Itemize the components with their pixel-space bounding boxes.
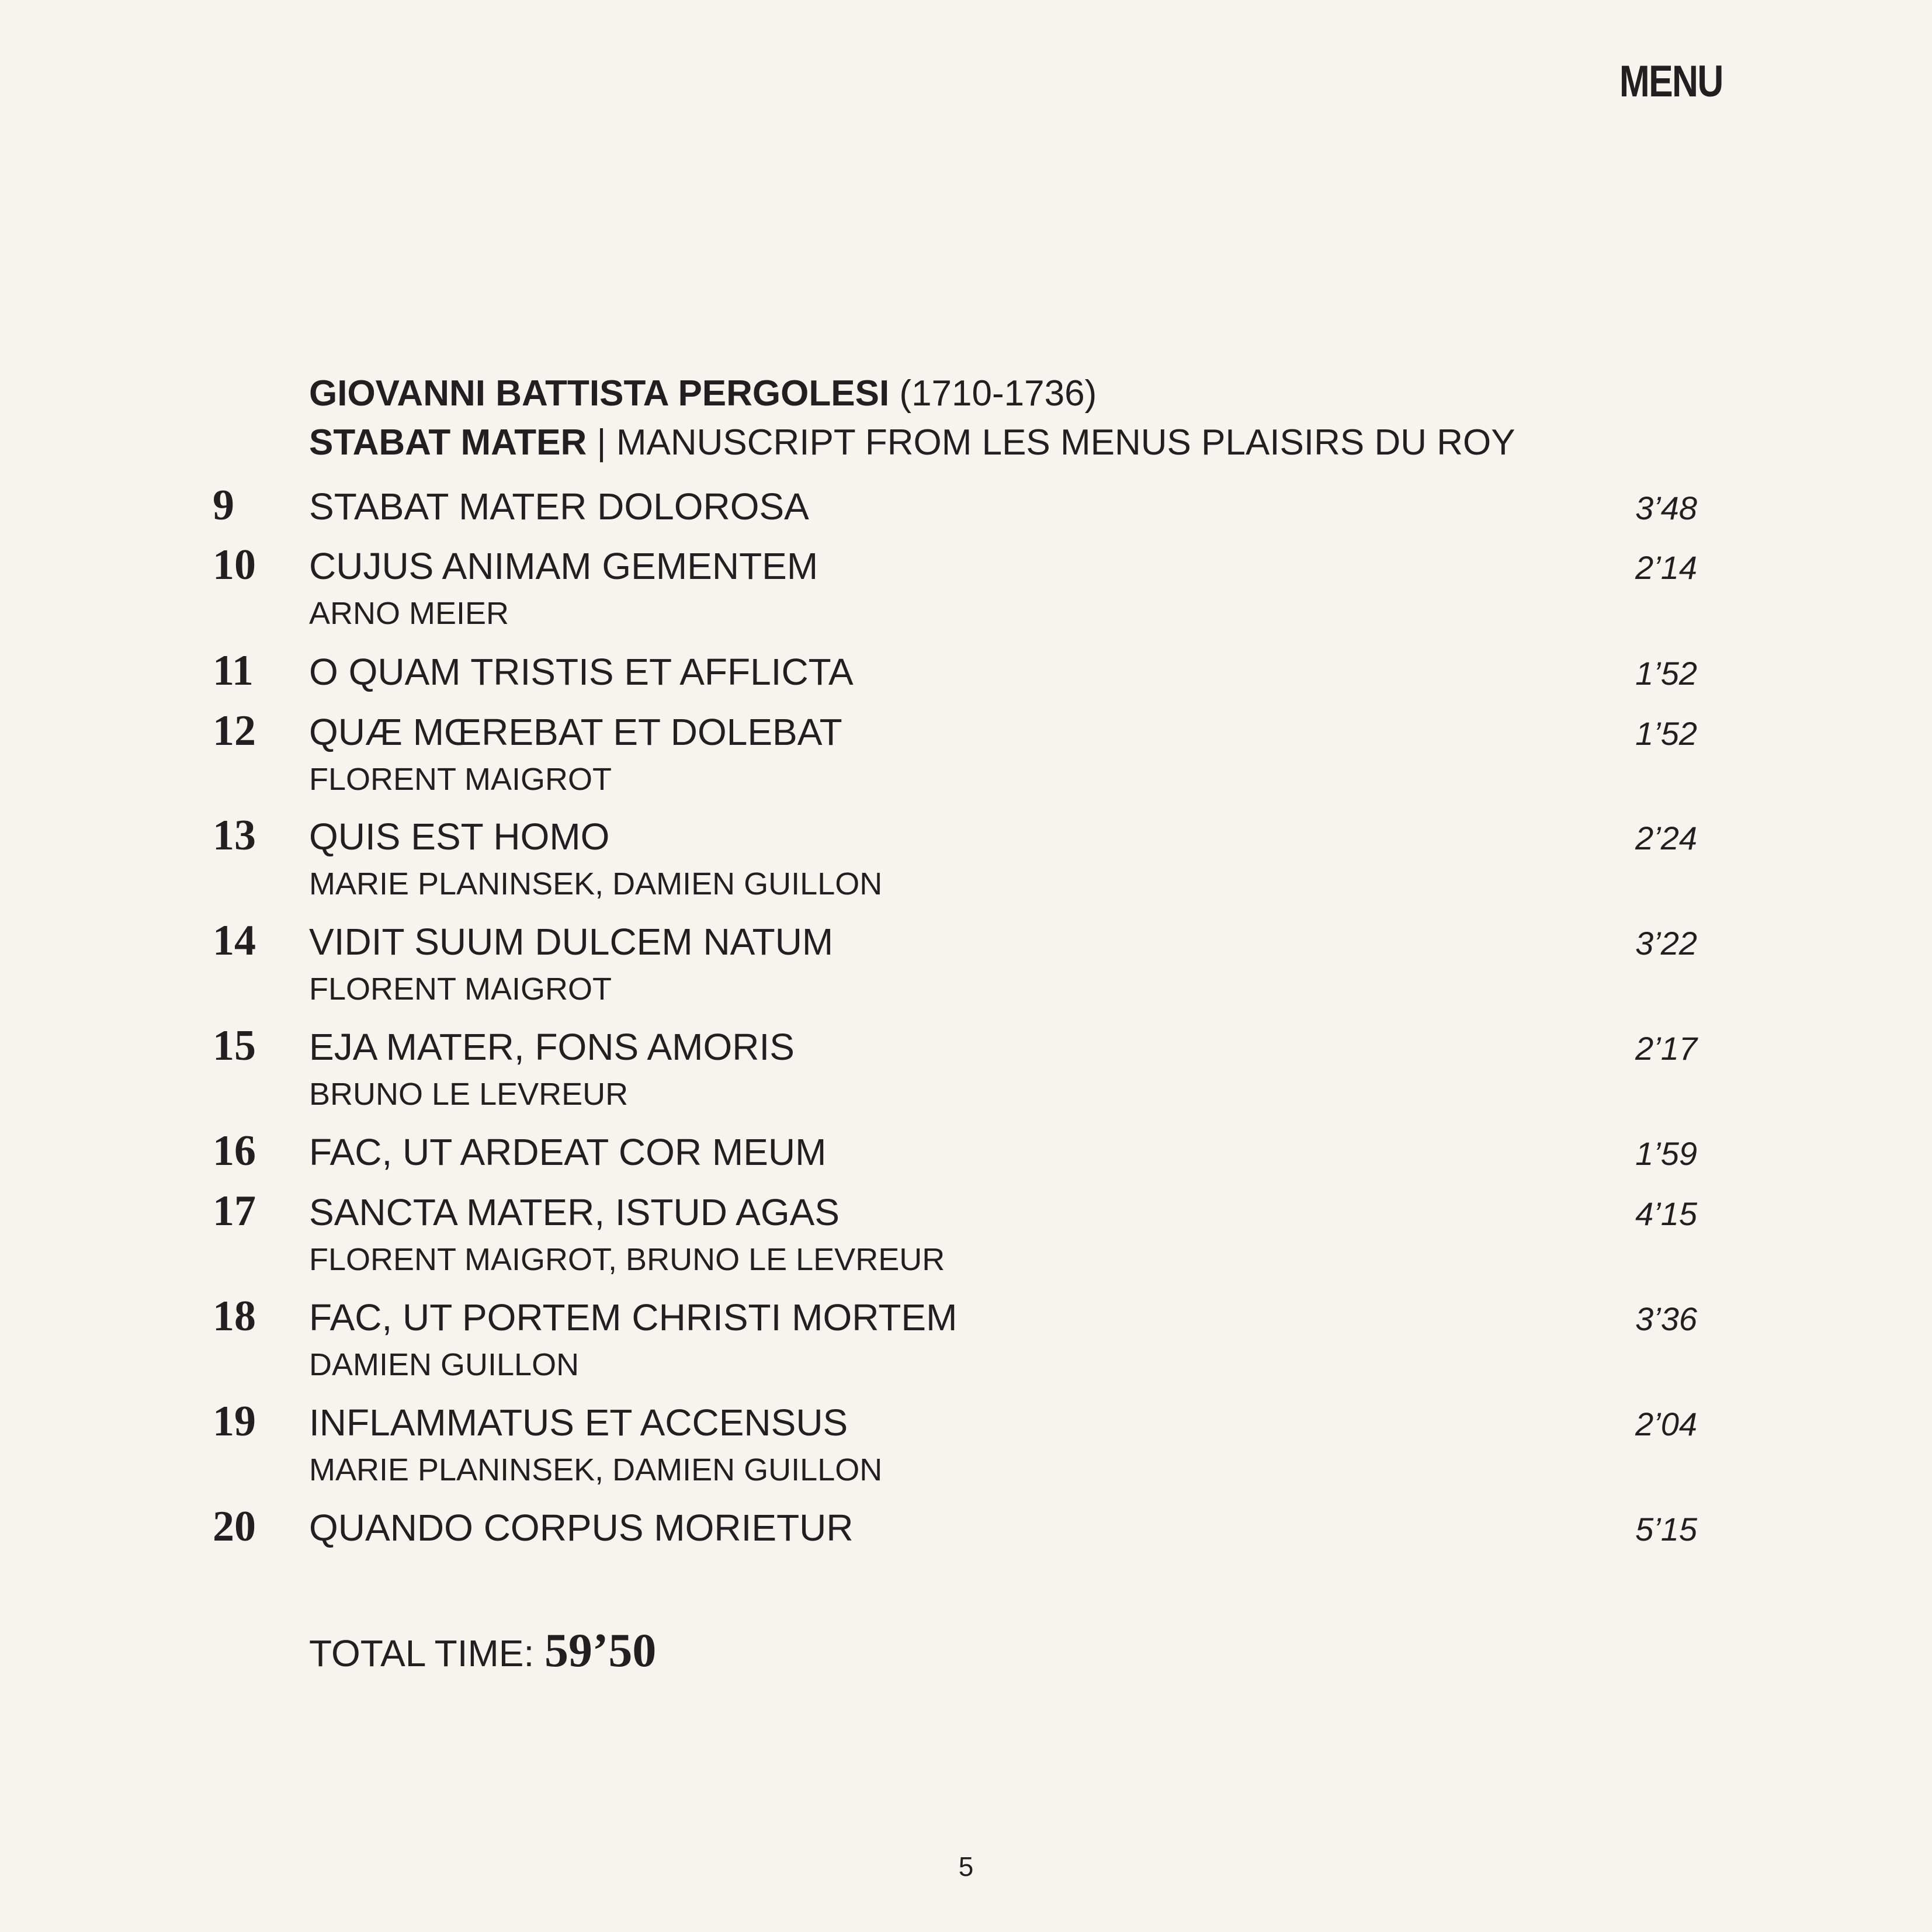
track-title: O QUAM TRISTIS ET AFFLICTA — [309, 651, 854, 693]
track-duration: 2’17 — [1635, 1030, 1697, 1067]
total-time-label: TOTAL TIME: — [309, 1632, 535, 1674]
page-number: 5 — [958, 1851, 974, 1882]
track-duration: 1’52 — [1635, 655, 1697, 692]
track-number: 17 — [213, 1187, 256, 1235]
track-number: 11 — [213, 647, 254, 695]
track-performer: FLORENT MAIGROT, BRUNO LE LEVREUR — [309, 1242, 945, 1277]
track-title: QUANDO CORPUS MORIETUR — [309, 1507, 854, 1549]
track-title: QUIS EST HOMO — [309, 816, 610, 858]
track-performer: FLORENT MAIGROT — [309, 972, 612, 1007]
track-number: 15 — [213, 1022, 256, 1070]
track-duration: 1’59 — [1635, 1135, 1697, 1172]
track-duration: 2’24 — [1635, 820, 1697, 856]
track-duration: 5’15 — [1635, 1511, 1697, 1548]
track-title: STABAT MATER DOLOROSA — [309, 485, 809, 528]
composer-dates: (1710-1736) — [899, 373, 1097, 414]
track-number: 19 — [213, 1397, 256, 1445]
title-separator: | — [596, 422, 606, 463]
track-number: 14 — [213, 917, 256, 965]
track-performer: DAMIEN GUILLON — [309, 1347, 580, 1382]
track-duration: 2’04 — [1635, 1406, 1697, 1442]
track-performer: MARIE PLANINSEK, DAMIEN GUILLON — [309, 866, 883, 901]
track-title: CUJUS ANIMAM GEMENTEM — [309, 545, 818, 587]
track-title: FAC, UT ARDEAT COR MEUM — [309, 1131, 827, 1173]
track-number: 10 — [213, 541, 256, 589]
work-title: STABAT MATER — [309, 422, 587, 463]
track-duration: 3’22 — [1635, 925, 1697, 962]
track-title: VIDIT SUUM DULCEM NATUM — [309, 921, 834, 963]
track-title: EJA MATER, FONS AMORIS — [309, 1026, 795, 1068]
track-duration: 2’14 — [1635, 549, 1697, 586]
track-number: 12 — [213, 707, 256, 755]
track-performer: MARIE PLANINSEK, DAMIEN GUILLON — [309, 1452, 883, 1487]
track-number: 18 — [213, 1292, 256, 1340]
track-title: INFLAMMATUS ET ACCENSUS — [309, 1402, 848, 1444]
track-number: 13 — [213, 811, 256, 859]
track-duration: 3’48 — [1635, 490, 1697, 526]
track-performer: BRUNO LE LEVREUR — [309, 1077, 629, 1112]
menu-button[interactable]: MENU — [1619, 57, 1723, 106]
track-performer: ARNO MEIER — [309, 596, 509, 631]
track-number: 16 — [213, 1127, 256, 1175]
track-number: 9 — [213, 481, 234, 529]
track-duration: 1’52 — [1635, 715, 1697, 752]
work-subtitle: MANUSCRIPT FROM LES MENUS PLAISIRS DU ROY — [616, 422, 1515, 463]
track-performer: FLORENT MAIGROT — [309, 762, 612, 797]
total-time — [309, 1624, 656, 1680]
total-time-value: 59’50 — [544, 1624, 657, 1677]
track-duration: 3’36 — [1635, 1300, 1697, 1337]
composer-line — [309, 369, 1515, 418]
track-number: 20 — [213, 1503, 256, 1551]
work-line — [309, 418, 1515, 467]
track-title: FAC, UT PORTEM CHRISTI MORTEM — [309, 1296, 958, 1338]
track-title: QUÆ MŒREBAT ET DOLEBAT — [309, 711, 842, 753]
work-header — [309, 369, 1515, 467]
track-duration: 4’15 — [1635, 1195, 1697, 1232]
track-title: SANCTA MATER, ISTUD AGAS — [309, 1191, 840, 1233]
composer-name: GIOVANNI BATTISTA PERGOLESI — [309, 373, 890, 414]
